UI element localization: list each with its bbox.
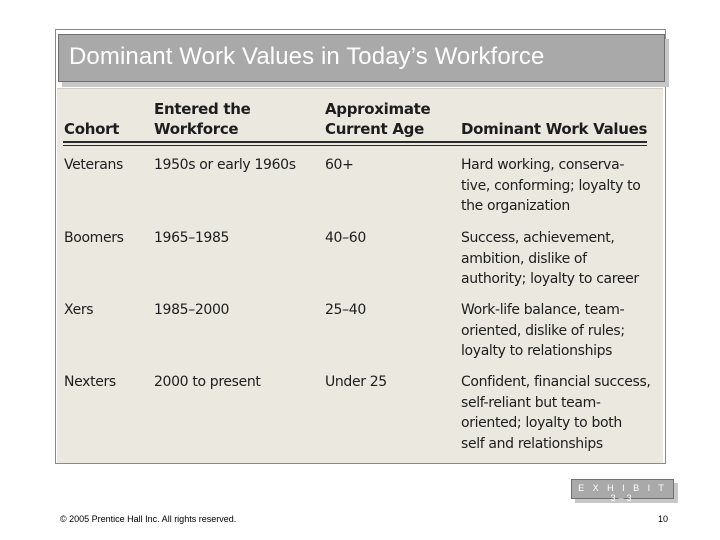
row-boomers-entered: 1965–1985 [154,230,230,246]
row-boomers-age: 40–60 [325,230,366,246]
header-rule-thick [63,141,647,143]
row-nexters-entered: 2000 to present [154,374,261,390]
row-xers-values-1: Work-life balance, team- [461,302,625,318]
row-veterans-age: 60+ [325,157,354,173]
row-boomers-values-1: Success, achievement, [461,230,615,246]
row-nexters-values-3: oriented; loyalty to both [461,415,622,431]
exhibit-label-box [571,479,674,503]
header-age-line-2: Current Age [325,120,424,138]
row-veterans-cohort: Veterans [64,157,123,173]
row-xers-values-3: loyalty to relationships [461,343,613,359]
row-veterans-values-2: tive, conforming; loyalty to [461,177,641,194]
row-boomers-cohort: Boomers [64,230,124,246]
row-boomers-values-2: ambition, dislike of [461,250,587,267]
row-veterans-values-3: the organization [461,198,570,214]
header-rule-thin [63,145,647,146]
copyright-notice: © 2005 Prentice Hall Inc. All rights reserved. [60,514,237,524]
row-nexters-cohort: Nexters [64,374,116,390]
exhibit-label: E X H I B I T 3–3 [578,483,667,503]
header-cohort: Cohort [64,120,120,138]
row-boomers-values-3: authority; loyalty to career [461,271,639,287]
title-banner [58,34,665,82]
row-veterans-values-1: Hard working, conserva- [461,157,625,173]
row-xers-cohort: Xers [64,302,94,318]
slide-title: Dominant Work Values in Today’s Workforce [69,43,545,70]
header-entered-line-2: Workforce [154,120,239,138]
row-nexters-values-1: Confident, financial success, [461,374,651,390]
row-nexters-values-4: self and relationships [461,435,603,452]
header-age-line-1: Approximate [325,100,431,118]
header-entered-line-1: Entered the [154,100,251,118]
row-nexters-values-2: self-reliant but team- [461,394,601,411]
row-xers-values-2: oriented, dislike of rules; [461,322,625,339]
row-veterans-entered: 1950s or early 1960s [154,157,296,173]
work-values-table [57,88,663,463]
row-xers-age: 25–40 [325,302,366,318]
page-number: 10 [657,514,668,524]
row-xers-entered: 1985–2000 [154,302,230,318]
row-nexters-age: Under 25 [325,374,387,390]
header-values: Dominant Work Values [461,120,648,138]
